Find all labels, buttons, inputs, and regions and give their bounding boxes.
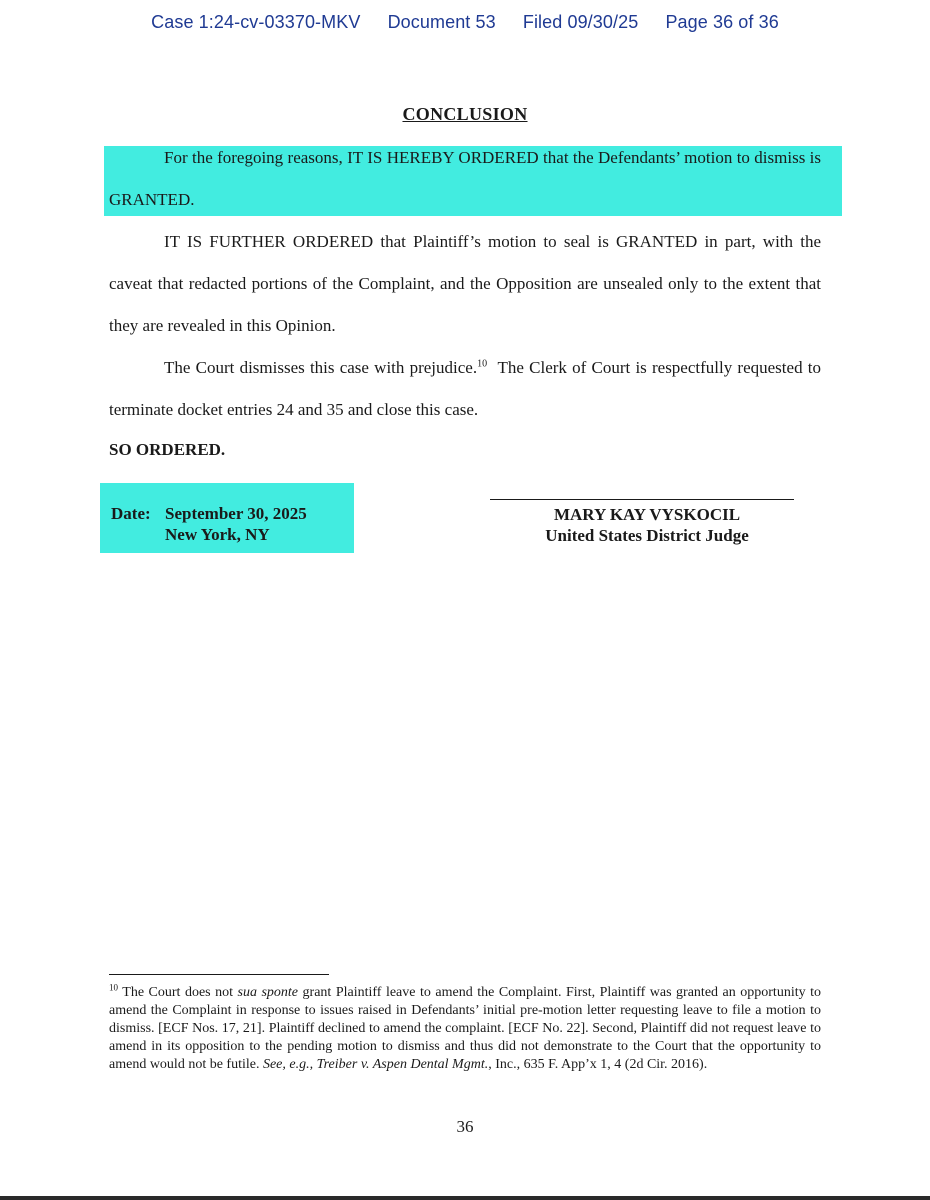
footnote-ref: 10: [477, 358, 488, 370]
order-granted-paragraph: [109, 137, 821, 221]
signature-line: [490, 499, 794, 500]
date-value: September 30, 2025: [165, 504, 307, 523]
case-header: [0, 12, 930, 33]
case-number: Case 1:24-cv-03370-MKV: [151, 12, 361, 32]
footnote-text-1: The Court does not: [122, 985, 238, 1000]
para-1-text: For the foregoing reasons, IT IS HEREBY ORDERED that the Defendants’ motion to dismiss is GRANTED.: [109, 148, 821, 209]
footnote-rule: [109, 974, 329, 975]
signature-block: [490, 504, 804, 546]
para-3-text-b: The Clerk of Court is respectfully requested to terminate docket entries 24 and 35 and close this case.: [109, 358, 821, 419]
date-block: [111, 503, 307, 545]
so-ordered: SO ORDERED.: [109, 440, 226, 459]
document-number: Document 53: [387, 12, 496, 32]
judge-title: United States District Judge: [545, 526, 749, 545]
dismissal-paragraph: [109, 347, 821, 431]
date-place: New York, NY: [165, 525, 270, 544]
para-2-text: IT IS FURTHER ORDERED that Plaintiff’s motion to seal is GRANTED in part, with the caveat that redacted portions of the Complaint, and the Opposition are unsealed only to the extent that they are revealed in this Opinion.: [109, 232, 821, 335]
conclusion-heading: CONCLUSION: [402, 104, 528, 124]
page-bottom-edge: [0, 1196, 930, 1200]
page-count: Page 36 of 36: [665, 12, 779, 32]
footnote-number: 10: [109, 982, 118, 993]
filed-date: Filed 09/30/25: [522, 12, 639, 32]
footnote-italic-2: See, e.g., Treiber v. Aspen Dental Mgmt.: [262, 1057, 489, 1072]
judge-name: MARY KAY VYSKOCIL: [553, 505, 741, 524]
motion-to-seal-paragraph: [109, 221, 821, 347]
footnote: [109, 984, 821, 1074]
footnote-text-2: grant Plaintiff leave to amend the Complaint. First, Plaintiff was granted an opportunity to amend the Complaint in response to issues raised in Defendants’ initial pre-motion letter requesting leave to file a motion to dismiss. [ECF Nos. 17, 21]. Plaintiff declined to amend the complaint. [ECF No. 22]. Second, Plaintiff did not request leave to amend in its opposition to the pending motion to dismiss and thus did not demonstrate to the Court that the opportunity to amend would not be futile.: [109, 985, 822, 1072]
footnote-text-3: , Inc., 635 F. App’x 1, 4 (2d Cir. 2016).: [488, 1057, 708, 1072]
date-label: Date:: [111, 504, 151, 523]
para-3-text-a: The Court dismisses this case with prejudice.: [164, 358, 478, 377]
page-number: 36: [456, 1117, 474, 1136]
footnote-italic-1: sua sponte: [237, 985, 299, 1000]
